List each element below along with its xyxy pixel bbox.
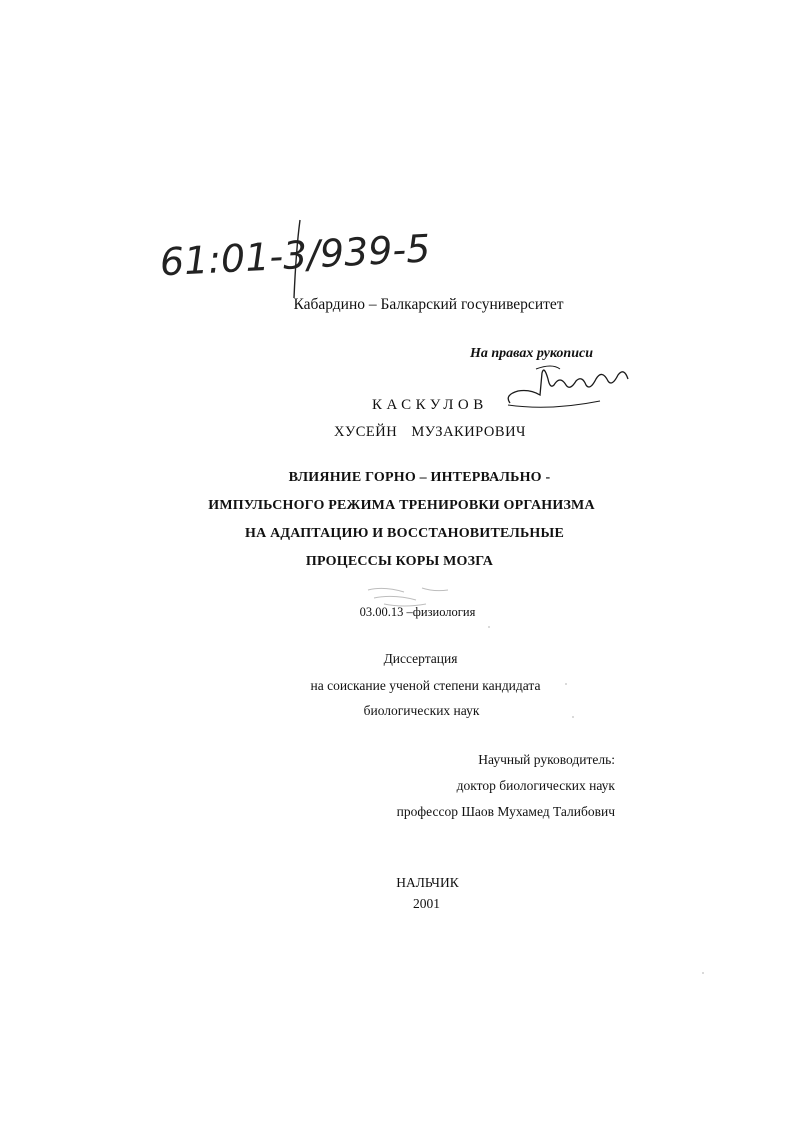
scan-speck <box>488 626 490 628</box>
year: 2001 <box>413 896 440 911</box>
signature <box>500 355 640 415</box>
title-line: ПРОЦЕССЫ КОРЫ МОЗГА <box>305 554 494 569</box>
dissertation-degree: биологических наук <box>363 703 480 718</box>
author-name: ХУСЕЙН МУЗАКИРОВИЧ <box>334 424 526 440</box>
city: НАЛЬЧИК <box>396 875 459 890</box>
dissertation-purpose: на соискание ученой степени кандидата <box>310 678 541 693</box>
scan-speck <box>565 683 567 685</box>
handwritten-archive-number <box>152 210 452 310</box>
manuscript-rights-note: На правах рукописи <box>470 346 593 361</box>
specialty-code: 03.00.13 –физиология <box>359 605 476 619</box>
advisor-name: профессор Шаов Мухамед Талибович <box>396 804 615 819</box>
svg-text:61:01-3/939-5: 61:01-3/939-5 <box>158 226 432 285</box>
scan-speck <box>572 716 574 718</box>
title-line: НА АДАПТАЦИЮ И ВОССТАНОВИТЕЛЬНЫЕ <box>244 526 564 541</box>
author-surname: КАСКУЛОВ <box>372 397 488 413</box>
title-line: ВЛИЯНИЕ ГОРНО – ИНТЕРВАЛЬНО - <box>288 470 551 485</box>
advisor-degree: доктор биологических наук <box>456 778 615 793</box>
university-name: Кабардино – Балкарский госуниверситет <box>293 296 564 313</box>
dissertation-label: Диссертация <box>383 651 458 666</box>
advisor-label: Научный руководитель: <box>478 752 615 767</box>
title-line: ИМПУЛЬСНОГО РЕЖИМА ТРЕНИРОВКИ ОРГАНИЗМА <box>208 498 595 513</box>
scan-speck <box>702 972 704 974</box>
